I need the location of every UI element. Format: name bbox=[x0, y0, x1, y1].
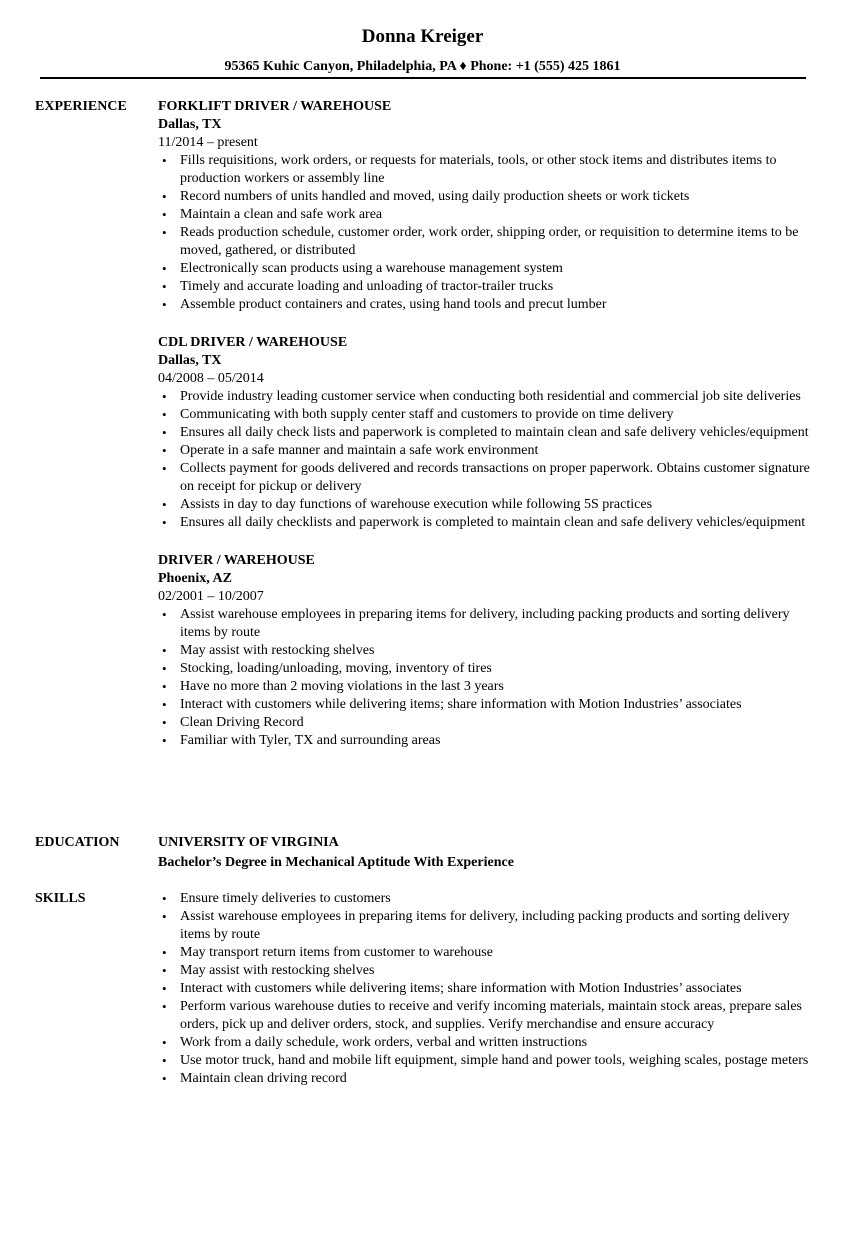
list-item-text: Assist warehouse employees in preparing items for delivery, including packing products and sorting delivery items by route bbox=[180, 607, 790, 640]
job-title: DRIVER / WAREHOUSE bbox=[158, 553, 315, 568]
bullet-icon: • bbox=[162, 261, 167, 276]
bullet-icon: • bbox=[162, 153, 167, 168]
bullet-icon: • bbox=[162, 963, 167, 978]
list-item-text: Work from a daily schedule, work orders, verbal and written instructions bbox=[180, 1035, 588, 1050]
list-item-text: Use motor truck, hand and mobile lift equipment, simple hand and power tools, weighing scales, postage meters bbox=[180, 1053, 809, 1068]
job-dates: 04/2008 – 05/2014 bbox=[158, 371, 264, 386]
list-item-text: Assist warehouse employees in preparing items for delivery, including packing products and sorting delivery items by route bbox=[180, 909, 790, 942]
list-item bbox=[158, 660, 818, 678]
header-divider bbox=[40, 77, 806, 79]
bullet-icon: • bbox=[162, 1071, 167, 1086]
list-item bbox=[158, 908, 818, 944]
list-item bbox=[158, 1052, 818, 1070]
list-item bbox=[158, 206, 818, 224]
bullet-icon: • bbox=[162, 497, 167, 512]
bullet-icon: • bbox=[162, 297, 167, 312]
list-item bbox=[158, 1070, 818, 1088]
school-name: UNIVERSITY OF VIRGINIA bbox=[158, 835, 339, 850]
list-item-text: Clean Driving Record bbox=[180, 715, 304, 730]
list-item-text: Interact with customers while delivering items; share information with Motion Industries’ associates bbox=[180, 981, 742, 996]
bullet-icon: • bbox=[162, 679, 167, 694]
bullet-icon: • bbox=[162, 425, 167, 440]
list-item bbox=[158, 496, 818, 514]
list-item bbox=[158, 296, 818, 314]
list-item-text: Fills requisitions, work orders, or requests for materials, tools, or other stock items and distributes items to production workers or assembly line bbox=[180, 153, 777, 186]
list-item-text: Interact with customers while delivering items; share information with Motion Industries’ associates bbox=[180, 697, 742, 712]
bullet-icon: • bbox=[162, 1053, 167, 1068]
list-item-text: May assist with restocking shelves bbox=[180, 963, 375, 978]
list-item-text: Perform various warehouse duties to receive and verify incoming materials, maintain stock areas, prepare sales orders, pick up and deliver orders, stock, and supplies. Verify merchandise and ensure accuracy bbox=[180, 999, 802, 1032]
bullet-icon: • bbox=[162, 389, 167, 404]
job-duties-list bbox=[158, 606, 818, 750]
list-item-text: Electronically scan products using a warehouse management system bbox=[180, 261, 563, 276]
bullet-icon: • bbox=[162, 607, 167, 622]
skills-list bbox=[158, 890, 818, 1088]
bullet-icon: • bbox=[162, 909, 167, 924]
education-body bbox=[158, 834, 818, 872]
education-heading: EDUCATION bbox=[35, 835, 120, 850]
list-item-text: Operate in a safe manner and maintain a safe work environment bbox=[180, 443, 539, 458]
experience-body bbox=[158, 98, 818, 770]
bullet-icon: • bbox=[162, 733, 167, 748]
list-item-text: Have no more than 2 moving violations in the last 3 years bbox=[180, 679, 504, 694]
list-item-text: Familiar with Tyler, TX and surrounding areas bbox=[180, 733, 441, 748]
list-item-text: Record numbers of units handled and moved, using daily production sheets or work tickets bbox=[180, 189, 690, 204]
skills-heading: SKILLS bbox=[35, 891, 86, 906]
bullet-icon: • bbox=[162, 515, 167, 530]
list-item-text: Ensures all daily checklists and paperwork is completed to maintain clean and safe delivery vehicles/equipment bbox=[180, 515, 806, 530]
list-item-text: Assemble product containers and crates, using hand tools and precut lumber bbox=[180, 297, 607, 312]
list-item-text: May assist with restocking shelves bbox=[180, 643, 375, 658]
list-item-text: May transport return items from customer to warehouse bbox=[180, 945, 493, 960]
bullet-icon: • bbox=[162, 891, 167, 906]
bullet-icon: • bbox=[162, 715, 167, 730]
degree-name: Bachelor’s Degree in Mechanical Aptitude With Experience bbox=[158, 855, 514, 870]
list-item bbox=[158, 514, 818, 532]
list-item bbox=[158, 944, 818, 962]
list-item bbox=[158, 260, 818, 278]
list-item-text: Assists in day to day functions of warehouse execution while following 5S practices bbox=[180, 497, 653, 512]
list-item-text: Maintain clean driving record bbox=[180, 1071, 347, 1086]
job-duties-list bbox=[158, 152, 818, 314]
bullet-icon: • bbox=[162, 279, 167, 294]
bullet-icon: • bbox=[162, 207, 167, 222]
list-item bbox=[158, 460, 818, 496]
list-item-text: Communicating with both supply center staff and customers to provide on time delivery bbox=[180, 407, 674, 422]
list-item-text: Reads production schedule, customer order, work order, shipping order, or requisition to determine items to be moved, gathered, or distributed bbox=[180, 225, 799, 258]
bullet-icon: • bbox=[162, 407, 167, 422]
job-location: Dallas, TX bbox=[158, 353, 222, 368]
job-location: Phoenix, AZ bbox=[158, 571, 232, 586]
bullet-icon: • bbox=[162, 189, 167, 204]
candidate-name: Donna Kreiger bbox=[361, 26, 484, 47]
list-item bbox=[158, 696, 818, 714]
list-item bbox=[158, 406, 818, 424]
list-item bbox=[158, 442, 818, 460]
list-item-text: Ensures all daily check lists and paperwork is completed to maintain clean and safe delivery vehicles/equipment bbox=[180, 425, 809, 440]
list-item-text: Provide industry leading customer service when conducting both residential and commercial job site deliveries bbox=[180, 389, 801, 404]
bullet-icon: • bbox=[162, 443, 167, 458]
job-location: Dallas, TX bbox=[158, 117, 222, 132]
bullet-icon: • bbox=[162, 945, 167, 960]
experience-heading: EXPERIENCE bbox=[35, 99, 127, 114]
list-item bbox=[158, 224, 818, 260]
job-duties-list bbox=[158, 388, 818, 532]
list-item bbox=[158, 1034, 818, 1052]
bullet-icon: • bbox=[162, 1035, 167, 1050]
contact-line: 95365 Kuhic Canyon, Philadelphia, PA ♦ Phone: +1 (555) 425 1861 bbox=[224, 59, 621, 74]
job-entry bbox=[158, 552, 818, 750]
list-item-text: Collects payment for goods delivered and records transactions on proper paperwork. Obtains customer signature on receipt for pickup or delivery bbox=[180, 461, 810, 494]
job-title: CDL DRIVER / WAREHOUSE bbox=[158, 335, 348, 350]
list-item bbox=[158, 152, 818, 188]
list-item bbox=[158, 424, 818, 442]
list-item bbox=[158, 388, 818, 406]
list-item bbox=[158, 188, 818, 206]
job-dates: 11/2014 – present bbox=[158, 135, 258, 150]
skills-body bbox=[158, 890, 818, 1088]
list-item-text: Timely and accurate loading and unloading of tractor-trailer trucks bbox=[180, 279, 554, 294]
job-entry bbox=[158, 334, 818, 532]
list-item bbox=[158, 642, 818, 660]
bullet-icon: • bbox=[162, 981, 167, 996]
list-item bbox=[158, 998, 818, 1034]
job-dates: 02/2001 – 10/2007 bbox=[158, 589, 264, 604]
list-item bbox=[158, 278, 818, 296]
bullet-icon: • bbox=[162, 461, 167, 476]
list-item bbox=[158, 606, 818, 642]
list-item-text: Stocking, loading/unloading, moving, inventory of tires bbox=[180, 661, 492, 676]
list-item bbox=[158, 890, 818, 908]
list-item bbox=[158, 732, 818, 750]
list-item-text: Ensure timely deliveries to customers bbox=[180, 891, 391, 906]
bullet-icon: • bbox=[162, 999, 167, 1014]
list-item bbox=[158, 678, 818, 696]
list-item-text: Maintain a clean and safe work area bbox=[180, 207, 383, 222]
job-entry bbox=[158, 98, 818, 314]
bullet-icon: • bbox=[162, 225, 167, 240]
job-title: FORKLIFT DRIVER / WAREHOUSE bbox=[158, 99, 392, 114]
bullet-icon: • bbox=[162, 697, 167, 712]
bullet-icon: • bbox=[162, 661, 167, 676]
list-item bbox=[158, 962, 818, 980]
bullet-icon: • bbox=[162, 643, 167, 658]
list-item bbox=[158, 714, 818, 732]
list-item bbox=[158, 980, 818, 998]
